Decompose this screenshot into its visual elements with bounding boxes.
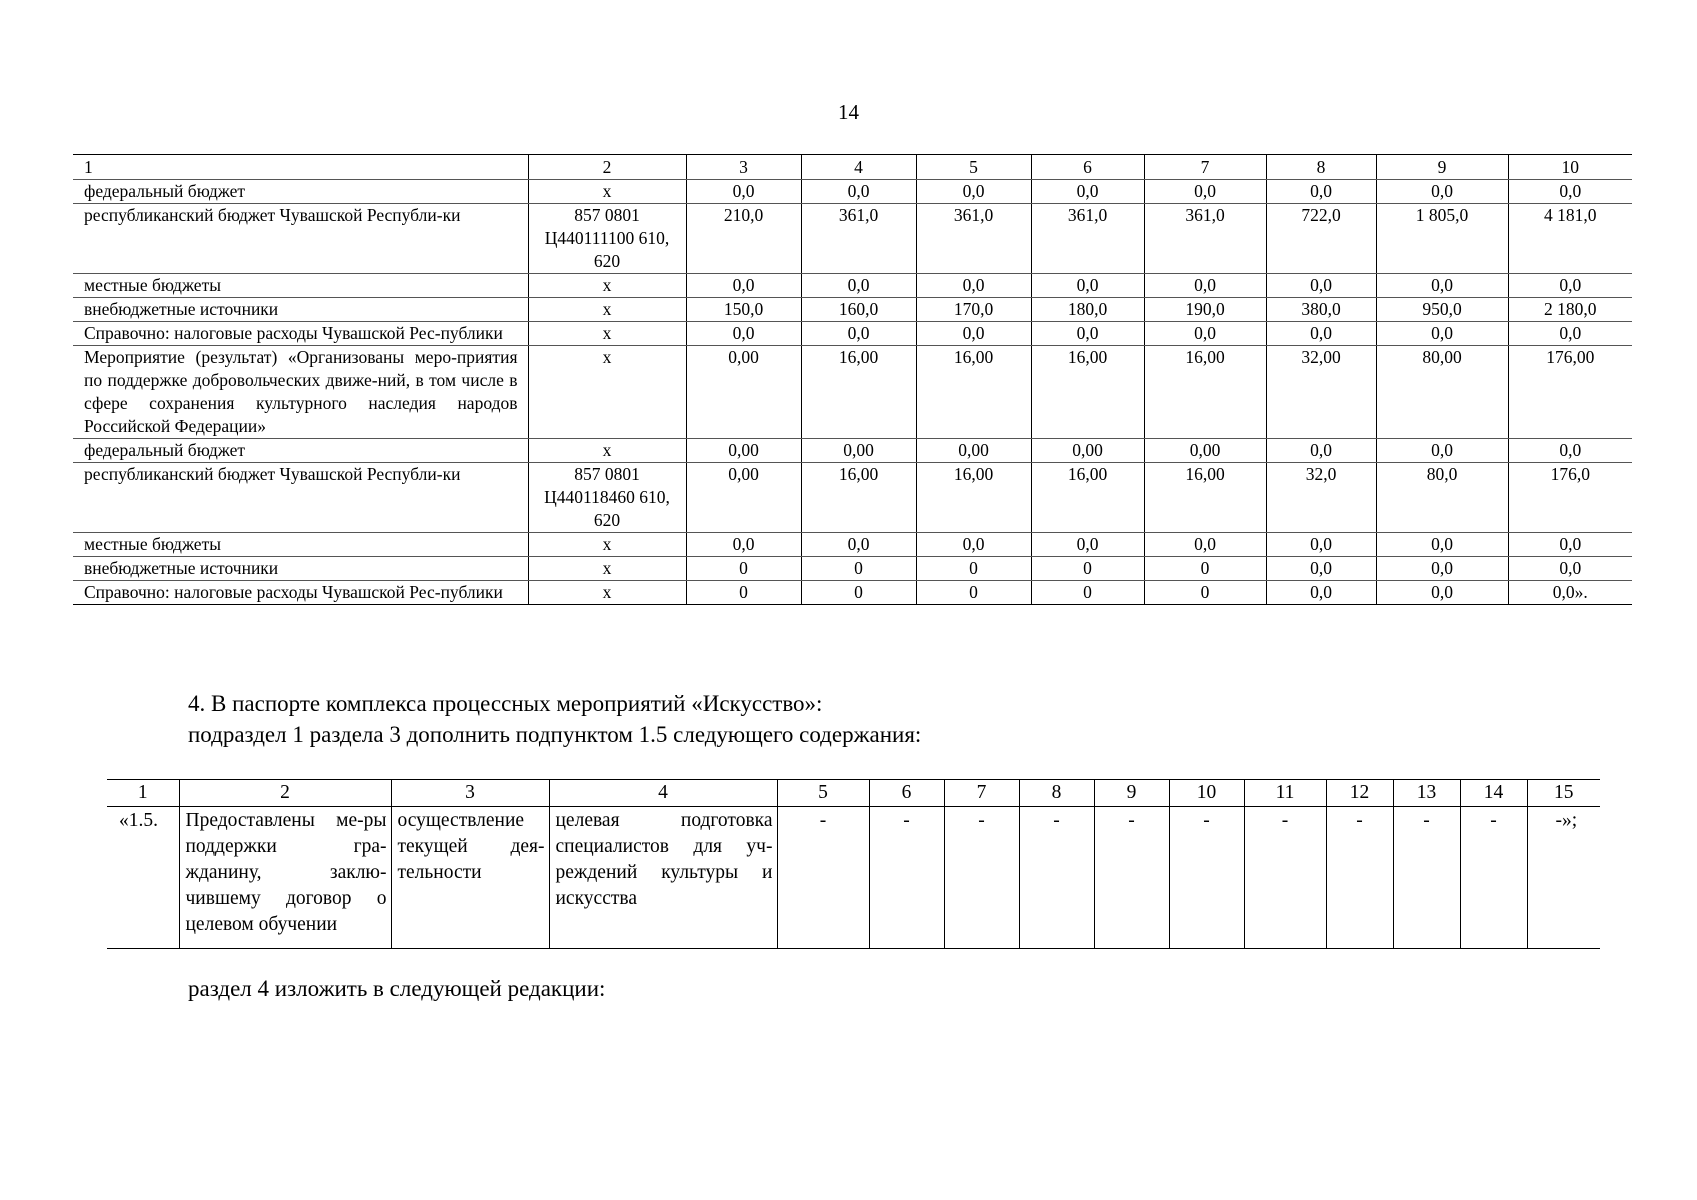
budget-code: x [528, 322, 686, 346]
value-cell: 0 [1144, 557, 1266, 581]
row-label: местные бюджеты [73, 533, 528, 557]
value-cell: 0,0 [1508, 557, 1632, 581]
value-cell: 0,0». [1508, 581, 1632, 605]
value-cell: 0,0 [801, 322, 916, 346]
value-cell: - [944, 807, 1019, 949]
row-label: федеральный бюджет [73, 439, 528, 463]
value-cell: 0 [916, 557, 1031, 581]
header-cell: 2 [179, 780, 391, 807]
value-cell: 0,0 [916, 180, 1031, 204]
value-cell: 0,0 [686, 274, 801, 298]
value-cell: 0,0 [1031, 274, 1144, 298]
value-cell: 0,0 [1266, 557, 1376, 581]
header-cell: 14 [1460, 780, 1527, 807]
row-label: местные бюджеты [73, 274, 528, 298]
text-cell: осуществление текущей дея-тельности [391, 807, 549, 949]
table-row [73, 439, 1632, 463]
header-cell: 7 [1144, 155, 1266, 180]
value-cell: 0,0 [686, 533, 801, 557]
row-label: федеральный бюджет [73, 180, 528, 204]
value-cell: - [777, 807, 869, 949]
value-cell: 361,0 [916, 204, 1031, 274]
value-cell: 722,0 [1266, 204, 1376, 274]
value-cell: 0,0 [1508, 180, 1632, 204]
paragraph-4-title: 4. В паспорте комплекса процессных мероприятий «Искусство»: [188, 691, 823, 716]
value-cell: 0,0 [1376, 533, 1508, 557]
value-cell: 0,0 [1266, 533, 1376, 557]
value-cell: 380,0 [1266, 298, 1376, 322]
header-cell: 10 [1169, 780, 1244, 807]
value-cell: 176,0 [1508, 463, 1632, 533]
text-cell: целевая подготовка специалистов для уч-реждений культуры и искусства [549, 807, 777, 949]
header-cell: 15 [1527, 780, 1600, 807]
text-cell: Предоставлены ме-ры поддержки гра-жданину, заклю-чившему договор о целевом обучении [179, 807, 391, 949]
header-cell: 13 [1393, 780, 1460, 807]
table-row [73, 463, 1632, 533]
paragraph-section-4: раздел 4 изложить в следующей редакции: [188, 976, 606, 1001]
header-cell: 8 [1266, 155, 1376, 180]
value-cell: 2 180,0 [1508, 298, 1632, 322]
value-cell: - [1244, 807, 1326, 949]
header-cell: 9 [1094, 780, 1169, 807]
row-label: Справочно: налоговые расходы Чувашской Рес-публики [73, 581, 528, 605]
budget-code: x [528, 533, 686, 557]
table-row [73, 557, 1632, 581]
budget-code: x [528, 581, 686, 605]
header-cell: 1 [73, 155, 528, 180]
value-cell: 0,00 [686, 439, 801, 463]
row-label: внебюджетные источники [73, 557, 528, 581]
value-cell: 150,0 [686, 298, 801, 322]
value-cell: 0,00 [686, 463, 801, 533]
value-cell: 0 [1031, 557, 1144, 581]
value-cell: 361,0 [1031, 204, 1144, 274]
value-cell: 0,0 [801, 274, 916, 298]
header-cell: 5 [777, 780, 869, 807]
value-cell: 80,00 [1376, 346, 1508, 439]
header-cell: 6 [1031, 155, 1144, 180]
value-cell: 0,00 [916, 439, 1031, 463]
value-cell: - [869, 807, 944, 949]
page-number: 14 [838, 100, 859, 124]
value-cell: 0,0 [1508, 533, 1632, 557]
value-cell: 0 [686, 557, 801, 581]
value-cell: 16,00 [1144, 346, 1266, 439]
header-cell: 9 [1376, 155, 1508, 180]
budget-code: x [528, 180, 686, 204]
budget-code: 857 0801 Ц440118460 610, 620 [528, 463, 686, 533]
table-row [73, 180, 1632, 204]
header-cell: 2 [528, 155, 686, 180]
value-cell: 0,0 [1508, 274, 1632, 298]
table-row [73, 204, 1632, 274]
measures-table [107, 779, 1600, 949]
budget-code: x [528, 274, 686, 298]
value-cell: 0 [801, 557, 916, 581]
row-label: Справочно: налоговые расходы Чувашской Рес-публики [73, 322, 528, 346]
value-cell: 0,0 [1144, 322, 1266, 346]
table-row [73, 533, 1632, 557]
header-cell: 7 [944, 780, 1019, 807]
header-cell: 4 [549, 780, 777, 807]
header-cell: 4 [801, 155, 916, 180]
row-label: внебюджетные источники [73, 298, 528, 322]
value-cell: 180,0 [1031, 298, 1144, 322]
value-cell: 361,0 [1144, 204, 1266, 274]
header-cell: 12 [1326, 780, 1393, 807]
value-cell: 0,0 [1376, 274, 1508, 298]
table-header-row [73, 155, 1632, 180]
value-cell: 16,00 [801, 463, 916, 533]
value-cell: 16,00 [801, 346, 916, 439]
value-cell: 16,00 [1031, 346, 1144, 439]
value-cell: 0,0 [1031, 533, 1144, 557]
value-cell: 32,00 [1266, 346, 1376, 439]
table-row [73, 581, 1632, 605]
value-cell: 16,00 [1144, 463, 1266, 533]
value-cell: 0,0 [686, 322, 801, 346]
value-cell: 0,0 [1266, 439, 1376, 463]
value-cell: 210,0 [686, 204, 801, 274]
item-number: «1.5. [107, 807, 179, 949]
value-cell: 0,0 [1376, 557, 1508, 581]
table-row [73, 274, 1632, 298]
value-cell: 0,0 [1266, 322, 1376, 346]
header-cell: 3 [686, 155, 801, 180]
value-cell: 190,0 [1144, 298, 1266, 322]
value-cell: 950,0 [1376, 298, 1508, 322]
value-cell: -»; [1527, 807, 1600, 949]
budget-code: x [528, 298, 686, 322]
table-row [107, 807, 1600, 949]
row-label: республиканский бюджет Чувашской Республи-ки [73, 463, 528, 533]
value-cell: 80,0 [1376, 463, 1508, 533]
value-cell: - [1326, 807, 1393, 949]
value-cell: 0 [801, 581, 916, 605]
value-cell: 0,00 [686, 346, 801, 439]
value-cell: 176,00 [1508, 346, 1632, 439]
value-cell: 0,0 [801, 533, 916, 557]
value-cell: 0,0 [1144, 274, 1266, 298]
header-cell: 3 [391, 780, 549, 807]
value-cell: 0 [1031, 581, 1144, 605]
header-cell: 10 [1508, 155, 1632, 180]
value-cell: 16,00 [916, 346, 1031, 439]
funding-table [73, 154, 1632, 605]
budget-code: x [528, 557, 686, 581]
value-cell: 0,0 [1376, 439, 1508, 463]
budget-code: x [528, 346, 686, 439]
value-cell: 0 [686, 581, 801, 605]
value-cell: 0,0 [1144, 533, 1266, 557]
value-cell: 0,0 [1031, 322, 1144, 346]
value-cell: 0 [916, 581, 1031, 605]
paragraph-4-subtitle: подраздел 1 раздела 3 дополнить подпунктом 1.5 следующего содержания: [188, 722, 922, 747]
value-cell: 0 [1144, 581, 1266, 605]
value-cell: 32,0 [1266, 463, 1376, 533]
table-header-row [107, 780, 1600, 807]
header-cell: 1 [107, 780, 179, 807]
table-row [73, 322, 1632, 346]
value-cell: 0,0 [1376, 581, 1508, 605]
value-cell: 16,00 [916, 463, 1031, 533]
value-cell: - [1094, 807, 1169, 949]
value-cell: 16,00 [1031, 463, 1144, 533]
header-cell: 8 [1019, 780, 1094, 807]
value-cell: 361,0 [801, 204, 916, 274]
value-cell: - [1460, 807, 1527, 949]
value-cell: 170,0 [916, 298, 1031, 322]
value-cell: - [1019, 807, 1094, 949]
value-cell: 0,0 [1508, 439, 1632, 463]
value-cell: 0,0 [1031, 180, 1144, 204]
value-cell: 160,0 [801, 298, 916, 322]
value-cell: 0,0 [801, 180, 916, 204]
value-cell: 0,00 [1144, 439, 1266, 463]
row-label: республиканский бюджет Чувашской Республи-ки [73, 204, 528, 274]
value-cell: 0,0 [686, 180, 801, 204]
value-cell: 0,0 [1266, 581, 1376, 605]
budget-code: x [528, 439, 686, 463]
header-cell: 5 [916, 155, 1031, 180]
table-row [73, 346, 1632, 439]
value-cell: 0,0 [1266, 180, 1376, 204]
value-cell: 0,0 [916, 533, 1031, 557]
value-cell: 0,0 [916, 322, 1031, 346]
value-cell: 0,00 [801, 439, 916, 463]
value-cell: - [1169, 807, 1244, 949]
value-cell: 0,00 [1031, 439, 1144, 463]
value-cell: - [1393, 807, 1460, 949]
value-cell: 0,0 [1376, 322, 1508, 346]
row-label: Мероприятие (результат) «Организованы меро-приятия по поддержке добровольческих движе-ний, в том числе в сфере сохранения культурного наследия народов Российской Федерации» [73, 346, 528, 439]
table-row [73, 298, 1632, 322]
value-cell: 0,0 [1266, 274, 1376, 298]
value-cell: 0,0 [916, 274, 1031, 298]
header-cell: 6 [869, 780, 944, 807]
value-cell: 4 181,0 [1508, 204, 1632, 274]
value-cell: 0,0 [1508, 322, 1632, 346]
value-cell: 1 805,0 [1376, 204, 1508, 274]
header-cell: 11 [1244, 780, 1326, 807]
budget-code: 857 0801 Ц440111100 610, 620 [528, 204, 686, 274]
value-cell: 0,0 [1376, 180, 1508, 204]
value-cell: 0,0 [1144, 180, 1266, 204]
